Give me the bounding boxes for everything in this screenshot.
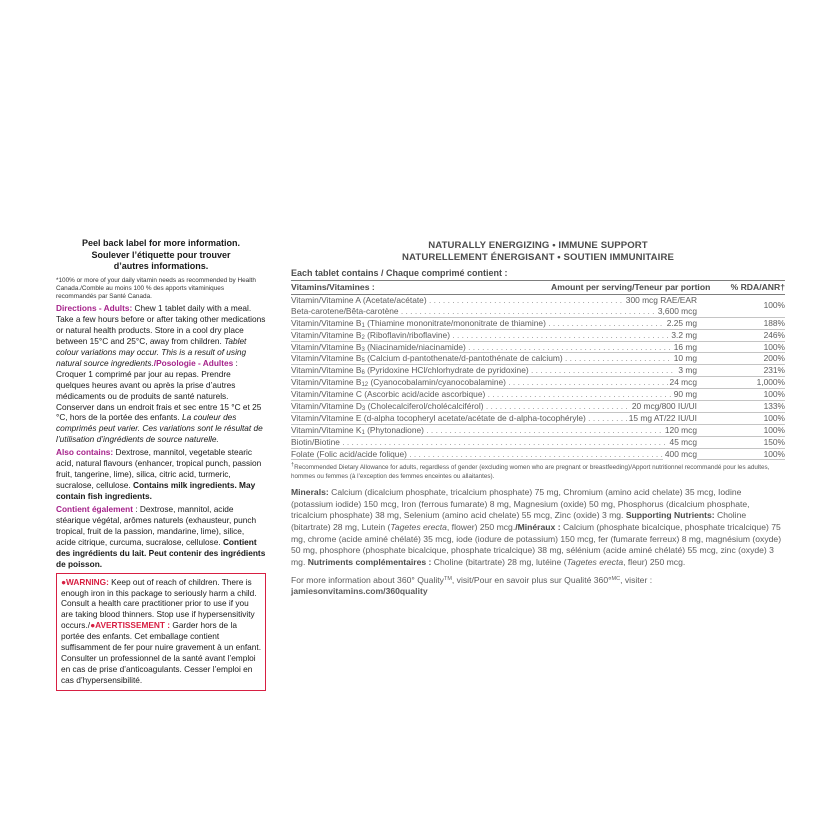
nutrient-amount: 2.25 mg: [666, 317, 697, 328]
posologie-italic: La couleur des comprimés peut varier. Ces variations sont le résultat de l’utilisation d’ingrédients de source naturelle.: [56, 412, 263, 445]
allergen-notice: Contains milk ingredients. May contain fish ingredients.: [56, 480, 256, 501]
nutrient-rda: 100%: [763, 300, 785, 311]
health-canada-footnote: *100% or more of your daily vitamin needs as recommended by Health Canada./Comble au moins 100 % des apports vitaminiques recommandés par Santé Canada.: [56, 277, 256, 301]
nutrient-amount: 15 mg AT/22 IU/UI: [628, 412, 697, 423]
nutrient-amount: 45 mcg: [669, 436, 697, 447]
nutriments-complementaires-label: Nutriments complémentaires :: [307, 556, 432, 567]
nutrient-rda: 1,000%: [756, 377, 785, 388]
nutrient-amount: 3.2 mg: [671, 329, 697, 340]
nutrient-name: Vitamin/Vitamine E (d-alpha tocopheryl acetate/acétate de d-alpha-tocophéryle) . . .: [291, 413, 697, 424]
nutrient-rda: 100%: [763, 341, 785, 352]
posologie-label: /Posologie - Adultes: [153, 357, 234, 368]
nutrient-rda: 246%: [763, 329, 785, 340]
table-row: [291, 295, 785, 318]
directions-label: Directions - Adults:: [56, 303, 133, 314]
nutrient-name: Biotin/Biotine . . .: [291, 437, 697, 448]
also-contains-text: Dextrose, mannitol, vegetable stearic acid, natural flavours (enhancer, tropical punch, passion fruit, tangerine, lime), silica, citric acid, turmeric, sucralose, cellulose.: [56, 447, 262, 491]
posologie-text: : Croquer 1 comprimé par jour au repas. Prendre quelques heures avant ou après la prise d’autres médicaments ou de produits de santé naturels. Conserver dans un endroit frais et sec entre 15 °C et 25 °C, hors de la portée des enfants.: [56, 357, 262, 423]
nutrient-amount: 20 mcg/800 IU/UI: [631, 401, 697, 412]
headline-english: NATURALLY ENERGIZING • IMMUNE SUPPORT: [428, 240, 648, 251]
nutrient-name: Vitamin/Vitamine B6 (Pyridoxine HCl/chlorhydrate de pyridoxine) . . .: [291, 365, 697, 376]
col-amount: Amount per serving/Teneur par portion: [551, 282, 711, 292]
nutrient-amount: 300 mcg RAE/EAR: [625, 295, 697, 305]
nutrient-amount: 400 mcg: [664, 448, 697, 459]
more-info-line: For more information about 360° Quality™, visit/Pour en savoir plus sur Qualité 360°$^{MC}$, visiter : jamiesonvitamins.com/360quality: [291, 574, 653, 596]
table-row: [291, 330, 785, 342]
nutrient-name: Vitamin/Vitamine D3 (Cholecalciferol/cholécalciférol) . . .: [291, 401, 697, 412]
nutrient-amount: 3,600 mcg: [657, 305, 697, 316]
contient-text: : Dextrose, mannitol, acide stéarique végétal, arômes naturels (exhausteur, punch tropical, fruit de la passion, mandarine, lime), silice, acide citrique, curcuma, sucralose, cellulose.: [56, 503, 257, 547]
table-row: [291, 318, 785, 330]
table-row: [291, 425, 785, 437]
col-vitamins: Vitamins/Vitamines :: [291, 282, 375, 292]
peel-line-3: d’autres informations.: [113, 261, 209, 272]
nutrient-name: Vitamin/Vitamine C (Ascorbic acid/acide ascorbique) . . .: [291, 389, 697, 400]
directions-paragraph: [56, 303, 266, 445]
peel-back-notice: [56, 238, 266, 273]
nutrient-rda: 200%: [763, 353, 785, 364]
also-contains-paragraph: [56, 447, 266, 502]
table-row: [291, 413, 785, 425]
nutrient-amount: 24 mcg: [669, 377, 697, 388]
nutrient-amount: 90 mg: [673, 389, 697, 400]
nutrient-name: Beta-carotene/Bêta-carotène . . .: [291, 306, 697, 317]
peel-line-1: Peel back label for more information.: [81, 238, 241, 248]
nutrient-name: Vitamin/Vitamine B3 (Niacinamide/niacinamide) . . .: [291, 342, 697, 353]
warning-box: [56, 573, 266, 691]
avertissement-label: ●AVERTISSEMENT :: [90, 620, 171, 631]
nutrient-name: Vitamin/Vitamine B12 (Cyanocobalamin/cyanocobalamine) . . .: [291, 377, 697, 388]
nutrient-name: Folate (Folic acid/acide folique) . . .: [291, 449, 697, 460]
col-rda: % RDA/ANR†: [730, 282, 785, 292]
minerals-paragraph: Minerals: Calcium (dicalcium phosphate, tricalcium phosphate) 75 mg, Chromium (amino acid chelate) 35 mcg, Iodine (potassium iodide) 150 mcg, Iron (ferrous fumarate) 8 mg, Magnesium (oxide) 50 mg, Phosphorus (dicalcium phosphate, tricalcium phosphate) 38 mg, Selenium (amino acid chelate) 55 mcg, Zinc (oxide) 3 mg. Supporting Nutrients: Choline (bitartrate) 28 mg, Lutein (Tagetes erecta, flower) 250 mcg./Minéraux : Calcium (phosphate bicalcique, phosphate tricalcique) 75 mg, chrome (acide aminé chélaté) 35 mcg, iode (iodure de potassium) 150 mcg, fer (fumarate ferreux) 8 mg, magnésium (oxyde) 50 mg, phosphore (phosphate bicalcique, phosphate tricalcique) 38 mg, sélénium (acide aminé chélaté) 55 mcg, zinc (oxyde) 3 mg. Nutriments complémentaires : Choline (bitartrate) 28 mg, lutéine (Tagetes erecta, fleur) 250 mcg.: [291, 486, 782, 567]
nutrient-amount: 16 mg: [673, 341, 697, 352]
table-row: [291, 389, 785, 401]
supplement-facts-panel: [291, 240, 785, 597]
mineraux-label: /Minéraux :: [515, 521, 561, 532]
each-tablet-contains: Each tablet contains / Chaque comprimé contient :: [291, 268, 785, 281]
directions-text: Chew 1 tablet daily with a meal. Take a few hours before or after taking other medications or natural health products. Store in a cool dry place between 15°C and 25°C, away from children.: [56, 303, 266, 346]
nutrient-name: Vitamin/Vitamine B5 (Calcium d-pantothenate/d-pantothénate de calcium) . . .: [291, 353, 697, 364]
nutrient-rda: 100%: [763, 412, 785, 423]
nutrient-amount: 3 mg: [678, 365, 697, 376]
warning-text: Keep out of reach of children. There is enough iron in this package to seriously harm a child. Consult a health care practitioner prior to use if you are taking blood thinners. Stop use if hypersensitivity occurs./: [61, 576, 257, 631]
nutrient-rda: 100%: [763, 389, 785, 400]
nutrient-name: Vitamin/Vitamine K1 (Phytonadione) . . .: [291, 425, 697, 436]
minerals-label: Minerals:: [291, 486, 329, 497]
contient-paragraph: [56, 504, 266, 570]
directions-italic: Tablet colour variations may occur. This is a result of using natural source ingredients.: [56, 335, 247, 368]
nutrient-rda: 133%: [763, 401, 785, 412]
table-row: [291, 365, 785, 377]
table-row: [291, 353, 785, 365]
also-contains-label: Also contains:: [56, 447, 114, 458]
table-header: [291, 281, 785, 295]
table-row: [291, 342, 785, 354]
nutrient-rda: 150%: [763, 436, 785, 447]
nutrient-rda: 100%: [763, 424, 785, 435]
table-row: [291, 401, 785, 413]
warning-label: ●WARNING:: [61, 576, 109, 587]
contient-label: Contient également: [56, 503, 133, 514]
nutrient-rda: 231%: [763, 365, 785, 376]
nutrient-rda: 100%: [763, 448, 785, 459]
table-row: [291, 377, 785, 389]
nutrient-name: Vitamin/Vitamine B1 (Thiamine mononitrate/mononitrate de thiamine) . . .: [291, 318, 697, 329]
avertissement-text: Garder hors de la portée des enfants. Cet emballage contient suffisamment de fer pour nuire gravement à un enfant. Consulter un professionnel de la santé avant l’emploi en cas de prise d’anticoagulants. Cesser l’emploi en cas d’hypersensibilité.: [61, 620, 262, 685]
nutrient-name: Vitamin/Vitamine A (Acetate/acétate) . . .: [291, 295, 697, 306]
headline-french: NATURELLEMENT ÉNERGISANT • SOUTIEN IMMUNITAIRE: [402, 251, 674, 263]
website-link: jamiesonvitamins.com/360quality: [291, 585, 428, 596]
peel-line-2: Soulever l’étiquette pour trouver: [91, 249, 231, 260]
allergene-notice: Contient des ingrédients du lait. Peut contenir des ingrédients de poisson.: [56, 536, 266, 569]
nutrient-amount: 120 mcg: [664, 424, 697, 435]
nutrient-rda: 188%: [763, 317, 785, 328]
table-row: [291, 437, 785, 449]
label-left-panel: [56, 238, 266, 691]
table-row: [291, 449, 785, 461]
nutrient-name: Vitamin/Vitamine B2 (Riboflavin/riboflavine) . . .: [291, 330, 697, 341]
supporting-nutrients-label: Supporting Nutrients:: [625, 510, 715, 521]
rda-footnote: †Recommended Dietary Allowance for adults, regardless of gender (excluding women who are pregnant or breastfeeding)/Apport nutritionnel recommandé pour les adultes, hommes ou femmes (à l’exception des femmes enceintes ou allaitantes).: [291, 462, 770, 480]
nutrient-amount: 10 mg: [673, 353, 697, 364]
